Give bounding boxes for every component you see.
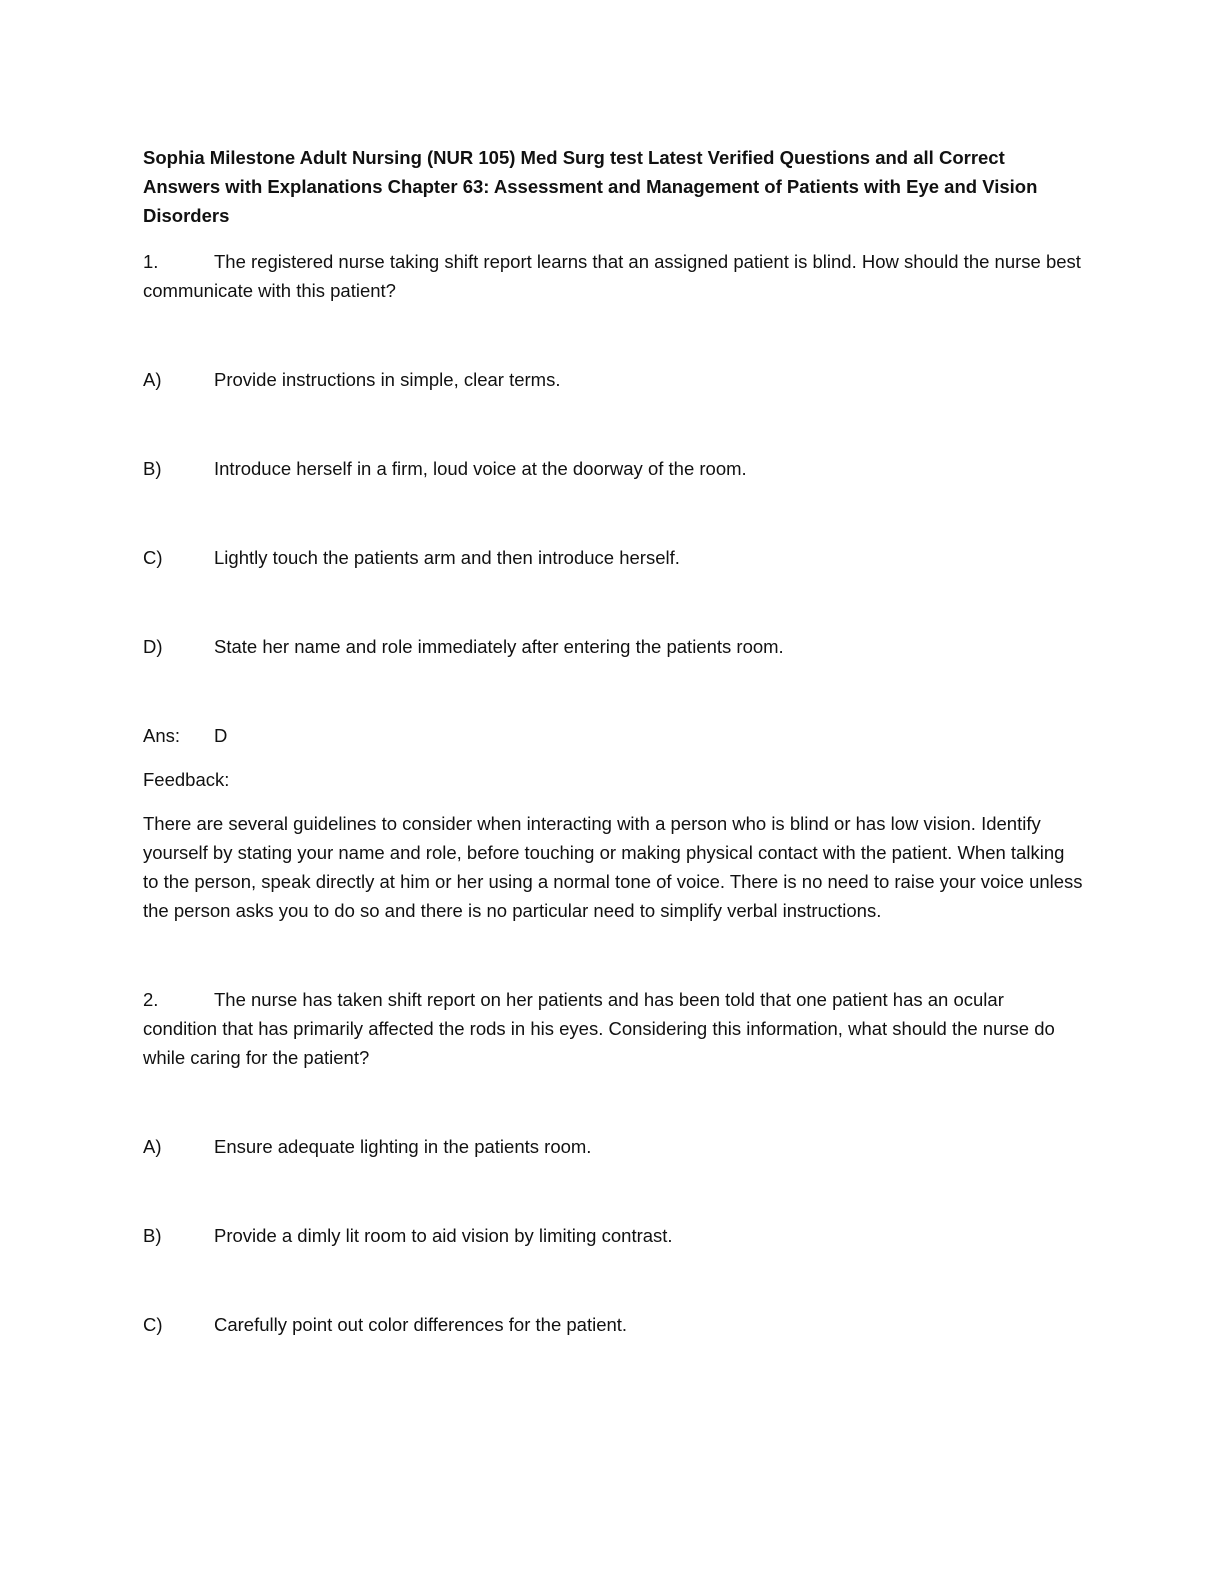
question-1-stem <box>143 247 1083 305</box>
question-2-text: The nurse has taken shift report on her patients and has been told that one patient has an ocular condition that has primarily affected the rods in his eyes. Considering this information, what should the nurse do while caring for the patient? <box>143 989 1055 1068</box>
option-letter: B) <box>143 458 162 479</box>
question-1-option-c <box>143 543 1083 572</box>
question-2-option-b <box>143 1221 1083 1250</box>
option-letter: C) <box>143 1314 163 1335</box>
option-letter: D) <box>143 636 163 657</box>
question-1-option-d <box>143 632 1083 661</box>
question-1-text: The registered nurse taking shift report learns that an assigned patient is blind. How should the nurse best communicate with this patient? <box>143 251 1081 301</box>
question-1-feedback-label: Feedback: <box>143 769 230 790</box>
question-2-option-c <box>143 1310 1083 1339</box>
option-text: Ensure adequate lighting in the patients room. <box>214 1136 592 1157</box>
option-text: Lightly touch the patients arm and then introduce herself. <box>214 547 680 568</box>
document-content <box>143 143 1083 1339</box>
question-1-option-a <box>143 365 1083 394</box>
question-2-number: 2. <box>143 989 159 1010</box>
option-letter: C) <box>143 547 163 568</box>
question-2-stem <box>143 985 1083 1072</box>
option-text: State her name and role immediately after entering the patients room. <box>214 636 784 657</box>
answer-label: Ans: <box>143 725 181 746</box>
option-letter: A) <box>143 369 162 390</box>
question-1-answer <box>143 721 1083 750</box>
question-1-option-b <box>143 454 1083 483</box>
option-text: Introduce herself in a firm, loud voice at the doorway of the room. <box>214 458 747 479</box>
question-1-feedback-text: There are several guidelines to consider when interacting with a person who is blind or has low vision. Identify yourself by stating your name and role, before touching or making physical contact with the patient. When talking to the person, speak directly at him or her using a normal tone of voice. There is no need to raise your voice unless the person asks you to do so and there is no particular need to simplify verbal instructions. <box>143 813 1083 921</box>
option-letter: B) <box>143 1225 162 1246</box>
question-2-option-a <box>143 1132 1083 1161</box>
answer-value: D <box>214 725 228 746</box>
document-title: Sophia Milestone Adult Nursing (NUR 105) Med Surg test Latest Verified Questions and all Correct Answers with Explanations Chapter 63: Assessment and Management of Patients with Eye and Vision Disorders <box>143 147 1038 226</box>
option-letter: A) <box>143 1136 162 1157</box>
option-text: Provide instructions in simple, clear terms. <box>214 369 561 390</box>
question-1-number: 1. <box>143 251 159 272</box>
option-text: Carefully point out color differences for the patient. <box>214 1314 628 1335</box>
option-text: Provide a dimly lit room to aid vision by limiting contrast. <box>214 1225 673 1246</box>
